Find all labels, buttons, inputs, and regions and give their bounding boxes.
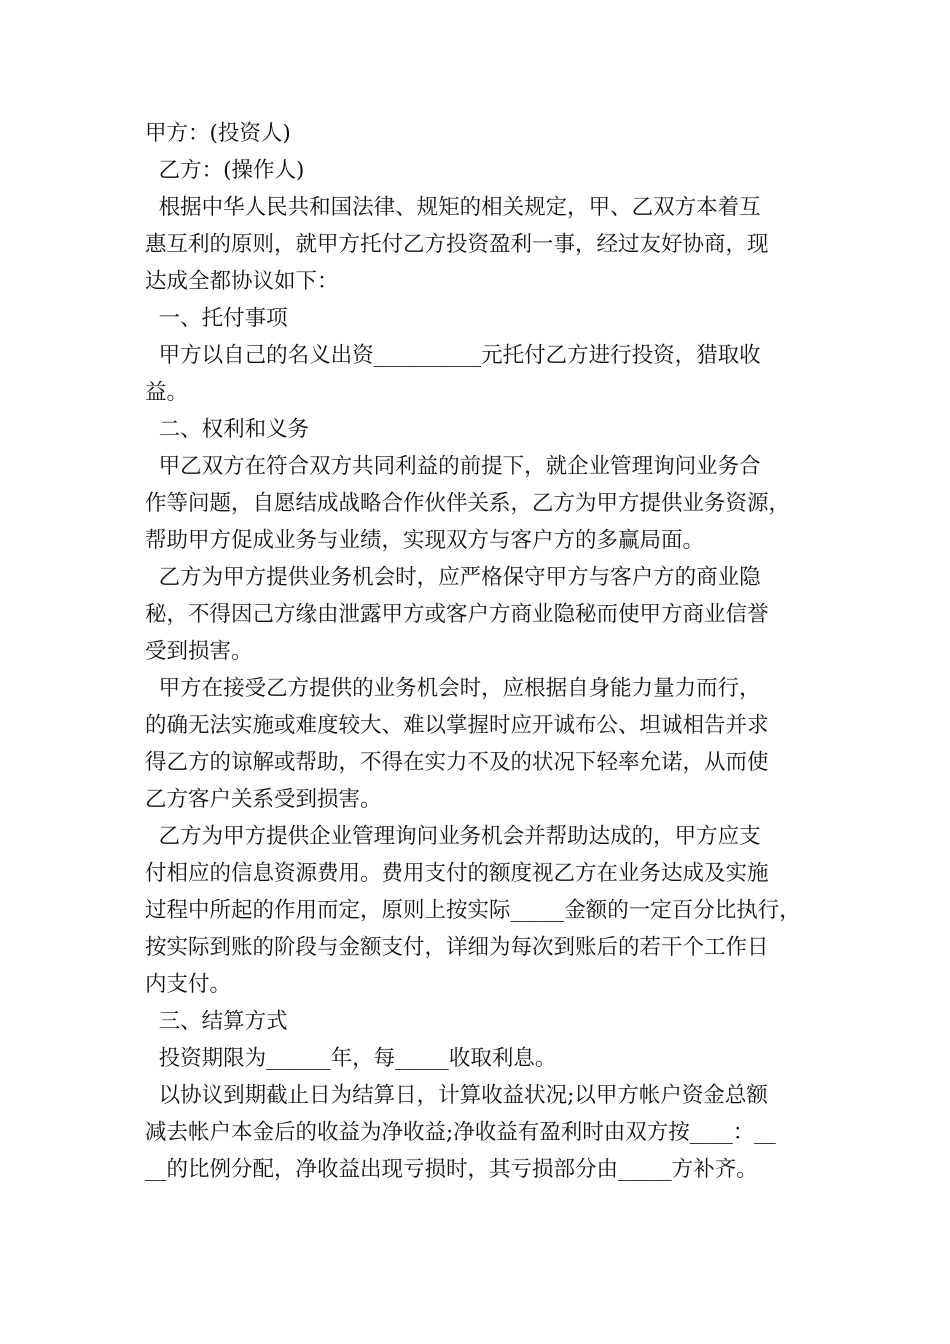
- section-heading-entrustment: 一、托付事项: [145, 306, 288, 331]
- settlement-text-line: __的比例分配，净收益出现亏损时，其亏损部分由_____方补齐。: [145, 1157, 758, 1182]
- preamble-line: 根据中华人民共和国法律、规矩的相关规定，甲、乙双方本着互: [145, 195, 761, 220]
- fee-text-line: 乙方为甲方提供企业管理询问业务机会并帮助达成的，甲方应支: [145, 824, 761, 849]
- confidentiality-text-line: 受到损害。: [145, 639, 253, 664]
- fee-text-line: 付相应的信息资源费用。费用支付的额度视乙方在业务达成及实施: [145, 861, 769, 886]
- entrustment-text-line: 益。: [145, 380, 189, 405]
- section-heading-rights-obligations: 二、权利和义务: [145, 417, 310, 442]
- capability-text-line: 甲方在接受乙方提供的业务机会时，应根据自身能力量力而行，: [145, 676, 761, 701]
- party-a-line: 甲方：(投资人): [145, 121, 291, 146]
- confidentiality-text-line: 秘，不得因己方缘由泄露甲方或客户方商业隐秘而使甲方商业信誉: [145, 602, 769, 627]
- term-text-line: 投资期限为______年，每_____收取利息。: [145, 1046, 557, 1071]
- settlement-text-line: 以协议到期截止日为结算日，计算收益状况;以甲方帐户资金总额: [145, 1083, 768, 1108]
- capability-text-line: 的确无法实施或难度较大、难以掌握时应开诚布公、坦诚相告并求: [145, 713, 769, 738]
- section-heading-settlement: 三、结算方式: [145, 1009, 288, 1034]
- preamble-line: 达成全都协议如下：: [145, 269, 339, 294]
- fee-text-line: 按实际到账的阶段与金额支付，详细为每次到账后的若干个工作日: [145, 935, 769, 960]
- fee-text-line: 内支付。: [145, 972, 232, 997]
- capability-text-line: 得乙方的谅解或帮助，不得在实力不及的状况下轻率允诺，从而使: [145, 750, 769, 775]
- settlement-text-line: 减去帐户本金后的收益为净收益;净收益有盈利时由双方按____：__: [145, 1120, 776, 1145]
- confidentiality-text-line: 乙方为甲方提供业务机会时，应严格保守甲方与客户方的商业隐: [145, 565, 761, 590]
- entrustment-text-line: 甲方以自己的名义出资__________元托付乙方进行投资，猎取收: [145, 343, 761, 368]
- rights-text-line: 甲乙双方在符合双方共同利益的前提下，就企业管理询问业务合: [145, 454, 761, 479]
- fee-text-line: 过程中所起的作用而定，原则上按实际_____金额的一定百分比执行，: [145, 898, 801, 923]
- party-b-line: 乙方：(操作人): [145, 158, 305, 183]
- preamble-line: 惠互利的原则，就甲方托付乙方投资盈利一事，经过友好协商，现: [145, 232, 769, 257]
- rights-text-line: 作等问题，自愿结成战略合作伙伴关系，乙方为甲方提供业务资源，: [145, 491, 791, 516]
- capability-text-line: 乙方客户关系受到损害。: [145, 787, 382, 812]
- agreement-body: [145, 115, 825, 1188]
- rights-text-line: 帮助甲方促成业务与业绩，实现双方与客户方的多赢局面。: [145, 528, 705, 553]
